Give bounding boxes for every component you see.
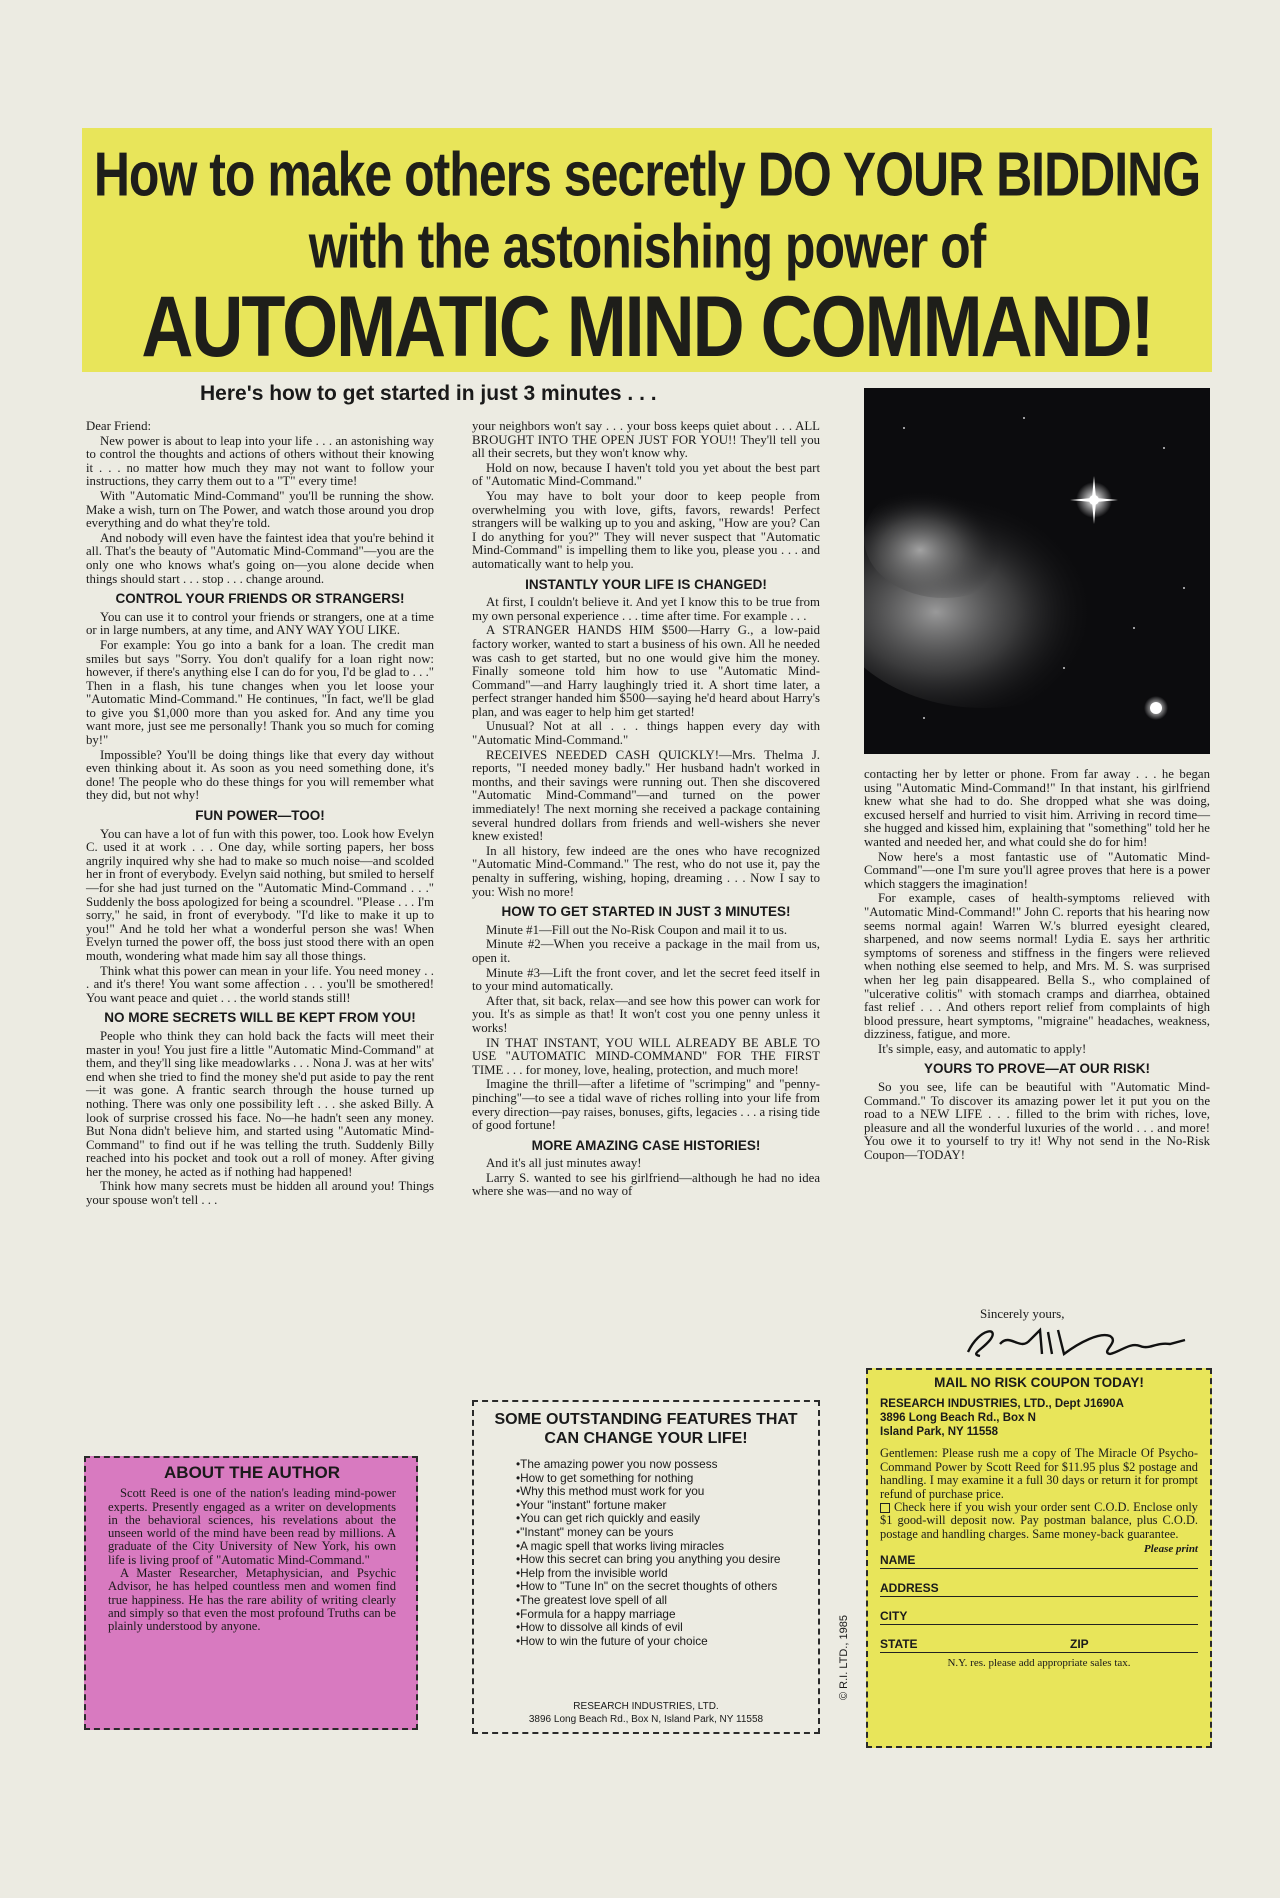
headline-line-3: AUTOMATIC MIND COMMAND! — [141, 279, 1153, 376]
section-heading: YOURS TO PROVE—AT OUR RISK! — [923, 1061, 1151, 1077]
paragraph: Impossible? You'll be doing things like that every day without even thinking about it. As soon as you need something done, it's done! The people who do these things for you will remember what they did, but not why! — [86, 747, 434, 803]
signoff: Sincerely yours, — [980, 1306, 1065, 1321]
list-item: • A magic spell that works living miracles — [516, 1540, 806, 1554]
paragraph: IN THAT INSTANT, YOU WILL ALREADY BE ABLE TO USE "AUTOMATIC MIND-COMMAND" FOR THE FIRST TIME . . . for money, love, healing, protection, and much more! — [472, 1035, 820, 1077]
coupon-cod-text: Check here if you wish your order sent C.O.D. Enclose only $1 good-will deposit now. Pay postman balance, plus C.O.D. postage and handling charges. Same money-back guarantee. — [880, 1500, 1198, 1541]
paragraph: With "Automatic Mind-Command" you'll be running the show. Make a wish, turn on The Power, and watch those around you drop everything and do what they're told. — [86, 488, 434, 531]
paragraph: Minute #1—Fill out the No-Risk Coupon and mail it to us. — [486, 922, 788, 937]
list-item: • How to dissolve all kinds of evil — [516, 1621, 806, 1635]
section-heading: HOW TO GET STARTED IN JUST 3 MINUTES! — [501, 904, 791, 920]
paragraph: You may have to bolt your door to keep people from overwhelming you with love, gifts, favors, rewards! Perfect strangers will be walking up to you and asking, "How are you? Can I do anything for you?" They will never suspect that "Automatic Mind-Command" is impelling them to like you, please you . . . and automatically want to help you. — [472, 488, 820, 571]
please-print-note: Please print — [1143, 1543, 1198, 1556]
about-author-box — [84, 1456, 418, 1730]
list-item: • Why this method must work for you — [516, 1485, 806, 1499]
zip-label: ZIP — [1070, 1637, 1089, 1652]
list-item: • Help from the invisible world — [516, 1567, 806, 1581]
signature — [960, 1322, 1190, 1367]
paragraph: Now here's a most fantastic use of "Automatic Mind-Command"—one I'm sure you'll agree proves that here is a power which staggers the imagination! — [864, 849, 1210, 891]
author-bio: Scott Reed is one of the nation's leading mind-power experts. Presently engaged as a writer on developments in the behavioral sciences, his revelations about the unseen world of the mind have been read by millions. A graduate of the City University of New York, his own life is living proof of "Automatic Mind-Command." — [108, 1486, 396, 1567]
paragraph: Larry S. wanted to see his girlfriend—although he had no idea where she was—and no way of — [472, 1170, 820, 1199]
paragraph: Think how many secrets must be hidden all around you! Things your spouse won't tell . . . — [86, 1179, 434, 1208]
list-item: • The amazing power you now possess — [516, 1458, 806, 1472]
name-label: NAME — [880, 1553, 916, 1568]
list-item: • "Instant" money can be yours — [516, 1526, 806, 1540]
order-coupon[interactable] — [866, 1368, 1212, 1748]
paragraph: People who think they can hold back the facts will meet their master in you! You just fire a little "Automatic Mind-Command" at them, and they'll sing like meadowlarks . . . Nona J. was at her wits' end when she tried to find the money she'd put aside to pay the rent—it was gone. A frantic search through the house turned up nothing. There was only one possibility left . . . she asked Billy. A look of surprise crossed his face. No—he hadn't seen any money. But Nona didn't believe him, and started using "Automatic Mind-Command" to find out if he was telling the truth. Suddenly Billy reached into his pocket and took out a roll of money. After giving her the money, he acted as if nothing had happened! — [86, 1028, 434, 1179]
sales-tax-note: N.Y. res. please add appropriate sales tax. — [947, 1657, 1131, 1670]
subheadline: Here's how to get started in just 3 minutes . . . — [200, 382, 657, 405]
paragraph: Minute #3—Lift the front cover, and let the secret feed itself in to your mind automatically. — [472, 965, 820, 994]
section-heading: MORE AMAZING CASE HISTORIES! — [531, 1137, 761, 1153]
features-list — [516, 1458, 806, 1648]
list-item: • Your "instant" fortune maker — [516, 1499, 806, 1513]
state-zip-field[interactable] — [880, 1625, 1198, 1653]
coupon-company-name: RESEARCH INDUSTRIES, LTD., Dept J1690A — [880, 1398, 1124, 1411]
paragraph: For example, cases of health-symptoms relieved with "Automatic Mind-Command!" John C. reports that his hearing now seems normal again! Warren W.'s blurred eyesight cleared, sharpened, and now seems normal! Lydia E. says her arthritic symptoms of soreness and stiffness in the fingers were relieved when nothing else seemed to help, and Mrs. M. S. was surprised when her leg pain disappeared. Bella S., who complained of "ulcerative colitis" with stomach cramps and diarrhea, obtained fast relief . . . And others report relief from complaints of high blood pressure, heart symptoms, "migraine" headaches, weakness, dizziness, fatigue, and more. — [864, 891, 1210, 1042]
headline-banner — [82, 128, 1212, 376]
paragraph: RECEIVES NEEDED CASH QUICKLY!—Mrs. Thelma J. reports, "I needed money badly." Her husband hadn't worked in months, and their savings were running out. Then she discovered "Automatic Mind-Command"—and turned on the power immediately! The next morning she received a package containing several hundred dollars from friends and well-wishers she never knew existed! — [472, 747, 820, 844]
starfield-photo — [864, 388, 1210, 754]
about-author-title: ABOUT THE AUTHOR — [164, 1463, 340, 1482]
paragraph: your neighbors won't say . . . your boss keeps quiet about . . . ALL BROUGHT INTO THE OPEN JUST FOR YOU!! They'll tell you all their secrets, but they won't know why. — [472, 419, 820, 461]
city-field[interactable] — [880, 1597, 1198, 1625]
list-item: • You can get rich quickly and easily — [516, 1512, 806, 1526]
state-label: STATE — [880, 1637, 918, 1652]
list-item: • Formula for a happy marriage — [516, 1608, 806, 1622]
author-bio: A Master Researcher, Metaphysician, and Psychic Advisor, he has helped countless men and women find true happiness. He has the rare ability of writing clearly and simply so that even the most profound Truths can be plainly understood by anyone. — [108, 1566, 396, 1634]
paragraph: Think what this power can mean in your life. You need money . . . and it's there! You want some affection . . . you'll be smothered! You want peace and quiet . . . the world stands still! — [86, 963, 434, 1005]
company-address: 3896 Long Beach Rd., Box N, Island Park, NY 11558 — [528, 1714, 764, 1725]
section-heading: NO MORE SECRETS WILL BE KEPT FROM YOU! — [104, 1010, 416, 1026]
list-item: • How this secret can bring you anything you desire — [516, 1553, 806, 1567]
paragraph: After that, sit back, relax—and see how this power can work for you. It's as simple as that! It won't cost you one penny unless it works! — [472, 993, 820, 1035]
paragraph: At first, I couldn't believe it. And yet I know this to be true from my own personal experience . . . time after time. For example . . . — [472, 595, 820, 623]
cod-checkbox[interactable] — [880, 1503, 890, 1513]
features-address — [474, 1700, 818, 1726]
paragraph: Minute #2—When you receive a package in the mail from us, open it. — [472, 937, 820, 965]
paragraph: So you see, life can be beautiful with "Automatic Mind-Command." To discover its amazing power let it put you on the road to a NEW LIFE . . . filled to the brim with riches, love, pleasure and all the wonderful luxuries of the world . . . and more! You owe it to yourself to try it! Why not send in the No-Risk Coupon—TODAY! — [864, 1080, 1210, 1163]
list-item: • How to get something for nothing — [516, 1472, 806, 1486]
features-box — [472, 1400, 820, 1734]
coupon-body — [880, 1447, 1198, 1541]
company-name: RESEARCH INDUSTRIES, LTD. — [573, 1701, 719, 1712]
city-label: CITY — [880, 1609, 908, 1624]
coupon-cod-row — [880, 1501, 1198, 1541]
list-item: • How to win the future of your choice — [516, 1635, 806, 1649]
paragraph: New power is about to leap into your life . . . an astonishing way to control the thoughts and actions of others without their knowing it . . . no matter how much they may not want to follow your instructions, they carry them out to a "T" every time! — [86, 433, 434, 489]
paragraph: You can use it to control your friends or strangers, one at a time or in large numbers, at any time, and ANY WAY YOU LIKE. — [86, 609, 434, 638]
signature-scribble — [960, 1322, 1190, 1362]
address-field[interactable] — [880, 1569, 1198, 1597]
text-column-3 — [864, 768, 1210, 1164]
paragraph: Unusual? Not at all . . . things happen every day with "Automatic Mind-Command." — [472, 719, 820, 748]
paragraph: Imagine the thrill—after a lifetime of "scrimping" and "penny-pinching"—to see a tidal wave of riches rolling into your life from every direction—pay raises, bonuses, gifts, legacies . . . a rising tide of good fortune! — [472, 1077, 820, 1133]
text-column-2 — [472, 420, 820, 1200]
coupon-street: 3896 Long Beach Rd., Box N — [880, 1412, 1036, 1425]
coupon-company — [880, 1397, 1198, 1439]
salutation: Dear Friend: — [86, 419, 152, 433]
section-heading: CONTROL YOUR FRIENDS OR STRANGERS! — [115, 591, 405, 607]
starfield-graphic — [864, 388, 1210, 754]
paragraph: And nobody will even have the faintest idea that you're behind it all. That's the beauty of "Automatic Mind-Command"—you are the only one who knows what's going on—you alone decide when things should start . . . stop . . . change around. — [86, 530, 434, 586]
list-item: • The greatest love spell of all — [516, 1594, 806, 1608]
coupon-order-text: Gentlemen: Please rush me a copy of The Miracle Of Psycho-Command Power by Scott Reed for $11.95 plus $2 postage and handling. I may examine it a full 30 days or return it for prompt refund of purchase price. — [880, 1446, 1198, 1501]
headline-line-1: How to make others secretly DO YOUR BIDDING — [93, 139, 1201, 210]
features-title: SOME OUTSTANDING FEATURES THAT CAN CHANGE YOUR LIFE! — [494, 1411, 798, 1447]
paragraph: It's simple, easy, and automatic to apply! — [878, 1041, 1087, 1056]
paragraph: For example: You go into a bank for a loan. The credit man smiles but says "Sorry. You don't qualify for a loan right now: however, if there's anything else I can do for you, I'd be glad to . . ." Then in a flash, his tune changes when you let loose your "Automatic Mind-Command." He continues, "In fact, we'll be glad to give you $1,000 more than you asked for. And any time you want more, just see me personally! Thank you so much for coming by!" — [86, 637, 434, 748]
paragraph: A STRANGER HANDS HIM $500—Harry G., a low-paid factory worker, wanted to start a business of his own. All he needed was cash to get started, but no one would give him the money. Finally someone told him how to use "Automatic Mind-Command"—and Harry laughingly tried it. A short time later, a perfect stranger handed him $500—saying he'd heard about Harry's plan, and was eager to help him get started! — [472, 623, 820, 719]
list-item: • How to "Tune In" on the secret thoughts of others — [516, 1580, 806, 1594]
coupon-city: Island Park, NY 11558 — [880, 1426, 999, 1439]
address-label: ADDRESS — [880, 1581, 939, 1596]
text-column-1 — [86, 420, 434, 1209]
paragraph: contacting her by letter or phone. From far away . . . he began using "Automatic Mind-Command!" In that instant, his girlfriend knew what she had to do. She dropped what she was doing, excused herself and hurried to visit him. Arriving in record time—she hugged and kissed him, explaining that "something" told her he wanted and needed her, and what could she do for him! — [864, 767, 1210, 849]
headline-line-2: with the astonishing power of — [308, 211, 986, 282]
section-heading: INSTANTLY YOUR LIFE IS CHANGED! — [525, 576, 767, 592]
paragraph: Hold on now, because I haven't told you yet about the best part of "Automatic Mind-Command." — [472, 460, 820, 489]
paragraph: And it's all just minutes away! — [486, 1156, 642, 1171]
coupon-title: MAIL NO RISK COUPON TODAY! — [934, 1375, 1144, 1390]
paragraph: You can have a lot of fun with this power, too. Look how Evelyn C. used it at work . . . One day, while sorting papers, her boss angrily inquired why she had to make so much noise—and scolded her in front of everybody. Evelyn said nothing, but smiled to herself—for she had just turned on the "Automatic Mind-Command . . ." Suddenly the boss apologized for being a scoundrel. "Please . . . I'm sorry," he said, in front of everybody. "I'd like to make it up to you!" And he told her what a wonderful person she was! When Evelyn turned the power off, the boss just stood there with an open mouth, wondering what made him say all those things. — [86, 826, 434, 963]
paragraph: In all history, few indeed are the ones who have recognized "Automatic Mind-Command." The rest, who do not use it, pay the penalty in suffering, wishing, hoping, dreaming . . . Now I say to you: Wish no more! — [472, 843, 820, 899]
name-field[interactable] — [880, 1541, 1198, 1569]
section-heading: FUN POWER—TOO! — [195, 808, 325, 824]
copyright-notice: © R.I. LTD., 1985 — [838, 1615, 850, 1700]
